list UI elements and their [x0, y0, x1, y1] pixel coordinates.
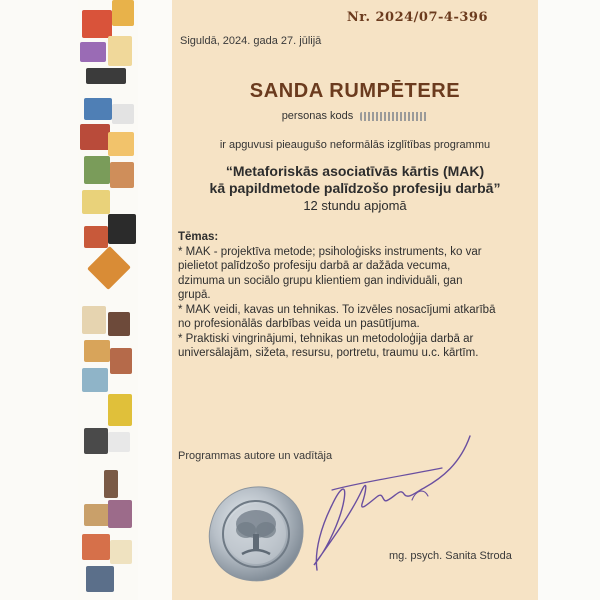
course-title-line1: “Metaforiskās asociatīvās kārtis (MAK): [225, 163, 485, 179]
signatory-name: mg. psych. Sanita Stroda: [389, 550, 512, 562]
certificate-number: Nr. 2024/07-4-396: [346, 10, 488, 25]
topic-line: no profesionālās darbības veida un pasūtījuma.: [178, 318, 420, 330]
topic-line: * Praktiski vingrinājumi, tehnikas un metodoloģija darbā ar: [178, 332, 474, 345]
personal-code-label: personas kods: [281, 110, 354, 122]
right-margin: [538, 0, 600, 600]
place-and-date: Siguldā, 2024. gada 27. jūlijā: [180, 35, 322, 47]
course-volume: 12 stundu apjomā: [303, 198, 407, 213]
left-margin: [0, 0, 78, 600]
author-label: Programmas autore un vadītāja: [178, 450, 333, 462]
personal-code-line: [172, 110, 538, 122]
topic-line: * MAK - projektīva metode; psiholoģisks instruments, ko var: [178, 245, 482, 258]
course-title-line2: kā papildmetode palīdzošo profesiju darbā”: [209, 180, 501, 196]
topic-line: universālajām, sižeta, resursu, portretu, traumu u.c. kārtīm.: [178, 347, 479, 359]
gutter: [138, 0, 172, 600]
decorative-card-strip: [78, 0, 138, 600]
topic-line: pielietot palīdzošo profesiju darbā ar dažāda vecuma,: [178, 260, 451, 272]
topics-section: [178, 230, 530, 361]
topics-list: [178, 245, 530, 361]
topic-line: * MAK veidi, kavas un tehnikas. To izvēles nosacījumi atkarībā: [178, 303, 496, 316]
completion-statement: ir apguvusi pieaugušo neformālās izglītības programmu: [219, 139, 491, 151]
personal-code-redacted: [360, 112, 428, 121]
topic-line: dzimuma un sociālo grupu klientiem gan individuāli, gan: [178, 274, 463, 287]
wax-seal-tree-icon: [206, 484, 306, 584]
topic-line: grupā.: [178, 289, 211, 301]
topics-heading: Tēmas:: [178, 231, 219, 243]
recipient-name: SANDA RUMPĒTERE: [249, 80, 461, 102]
